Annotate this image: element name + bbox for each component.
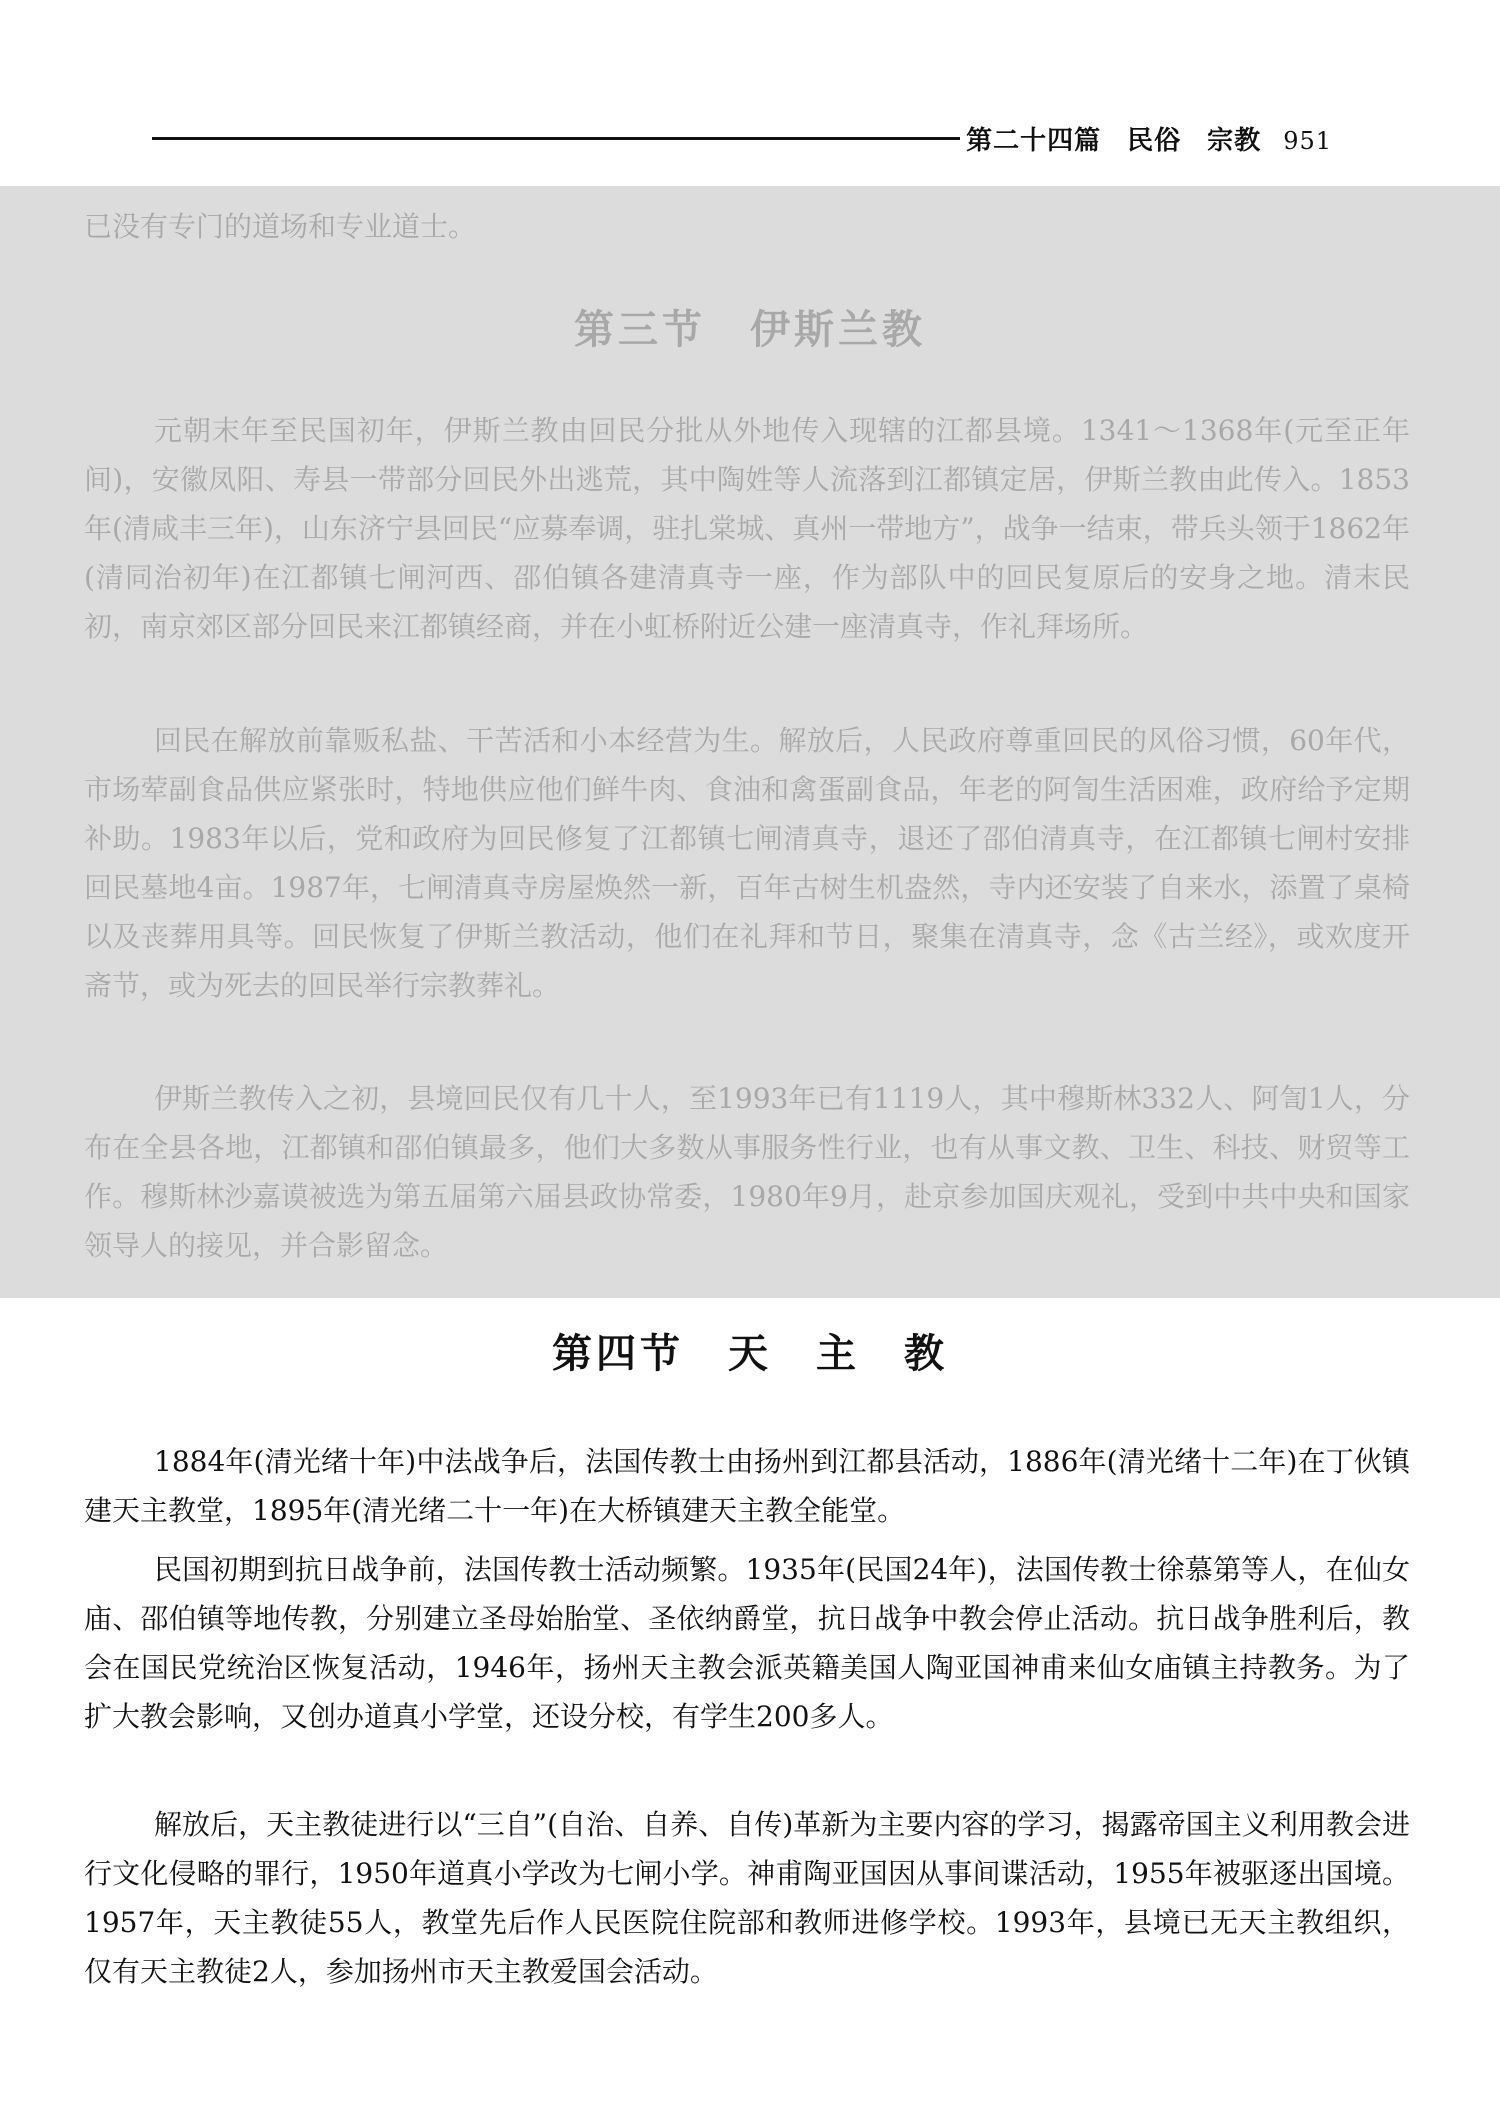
paragraph: 解放后，天主教徒进行以“三自”(自治、自养、自传)革新为主要内容的学习，揭露帝国主义利用教会进行文化侵略的罪行，1950年道真小学改为七闸小学。神甫陶亚国因从事间谍活动，1955年被驱逐出国境。1957年，天主教徒55人，教堂先后作人民医院住院部和教师进修学校。1993年，县境已无天主教组织，仅有天主教徒2人，参加扬州市天主教爱国会活动。 bbox=[84, 1808, 1410, 1988]
paragraph: 伊斯兰教传入之初，县境回民仅有几十人，至1993年已有1119人，其中穆斯林332人、阿訇1人，分布在全县各地，江都镇和邵伯镇最多，他们大多数从事服务性行业，也有从事文教、卫生、科技、财贸等工作。穆斯林沙嘉谟被选为第五届第六届县政协常委，1980年9月，赴京参加国庆观礼，受到中共中央和国家领导人的接见，并合影留念。 bbox=[84, 1082, 1410, 1262]
faded-overlay-region bbox=[0, 186, 1500, 1298]
paragraph: 回民在解放前靠贩私盐、干苦活和小本经营为生。解放后，人民政府尊重回民的风俗习惯，60年代，市场荤副食品供应紧张时，特地供应他们鲜牛肉、食油和禽蛋副食品，年老的阿訇生活困难，政府给予定期补助。1983年以后，党和政府为回民修复了江都镇七闸清真寺，退还了邵伯清真寺，在江都镇七闸村安排回民墓地4亩。1987年，七闸清真寺房屋焕然一新，百年古树生机盎然，寺内还安装了自来水，添置了桌椅以及丧葬用具等。回民恢复了伊斯兰教活动，他们在礼拜和节日，聚集在清真寺，念《古兰经》，或欢度开斋节，或为死去的回民举行宗教葬礼。 bbox=[84, 724, 1410, 1002]
section-title-islam: 第三节 伊斯兰教 bbox=[574, 306, 926, 353]
paragraph: 元朝末年至民国初年，伊斯兰教由回民分批从外地传入现辖的江都县境。1341～1368年(元至正年间)，安徽凤阳、寿县一带部分回民外出逃荒，其中陶姓等人流落到江都镇定居，伊斯兰教由此传入。1853年(清咸丰三年)，山东济宁县回民“应募奉调，驻扎棠城、真州一带地方”，战争一结束，带兵头领于1862年(清同治初年)在江都镇七闸河西、邵伯镇各建清真寺一座，作为部队中的回民复原后的安身之地。清末民初，南京郊区部分回民来江都镇经商，并在小虹桥附近公建一座清真寺，作礼拜场所。 bbox=[84, 414, 1410, 643]
running-header bbox=[152, 118, 1332, 158]
section-title-catholicism: 第四节 天 主 教 bbox=[552, 1331, 948, 1377]
paragraph: 民国初期到抗日战争前，法国传教士活动频繁。1935年(民国24年)，法国传教士徐慕第等人，在仙女庙、邵伯镇等地传教，分别建立圣母始胎堂、圣依纳爵堂，抗日战争中教会停止活动。抗日战争胜利后，教会在国民党统治区恢复活动，1946年，扬州天主教会派英籍美国人陶亚国神甫来仙女庙镇主持教务。为了扩大教会影响，又创办道真小学堂，还设分校，有学生200多人。 bbox=[84, 1553, 1410, 1733]
page-number: 951 bbox=[1283, 126, 1332, 155]
header-section-a: 民俗 bbox=[1127, 125, 1182, 156]
header-text bbox=[966, 120, 1332, 157]
header-section-b: 宗教 bbox=[1207, 125, 1262, 156]
carryover-line: 已没有专门的道场和专业道士。 bbox=[84, 210, 477, 243]
header-rule bbox=[152, 137, 960, 140]
paragraph: 1884年(清光绪十年)中法战争后，法国传教士由扬州到江都县活动，1886年(清光绪十二年)在丁伙镇建天主教堂，1895年(清光绪二十一年)在大桥镇建天主教全能堂。 bbox=[84, 1445, 1410, 1527]
header-chapter: 第二十四篇 bbox=[966, 125, 1102, 156]
